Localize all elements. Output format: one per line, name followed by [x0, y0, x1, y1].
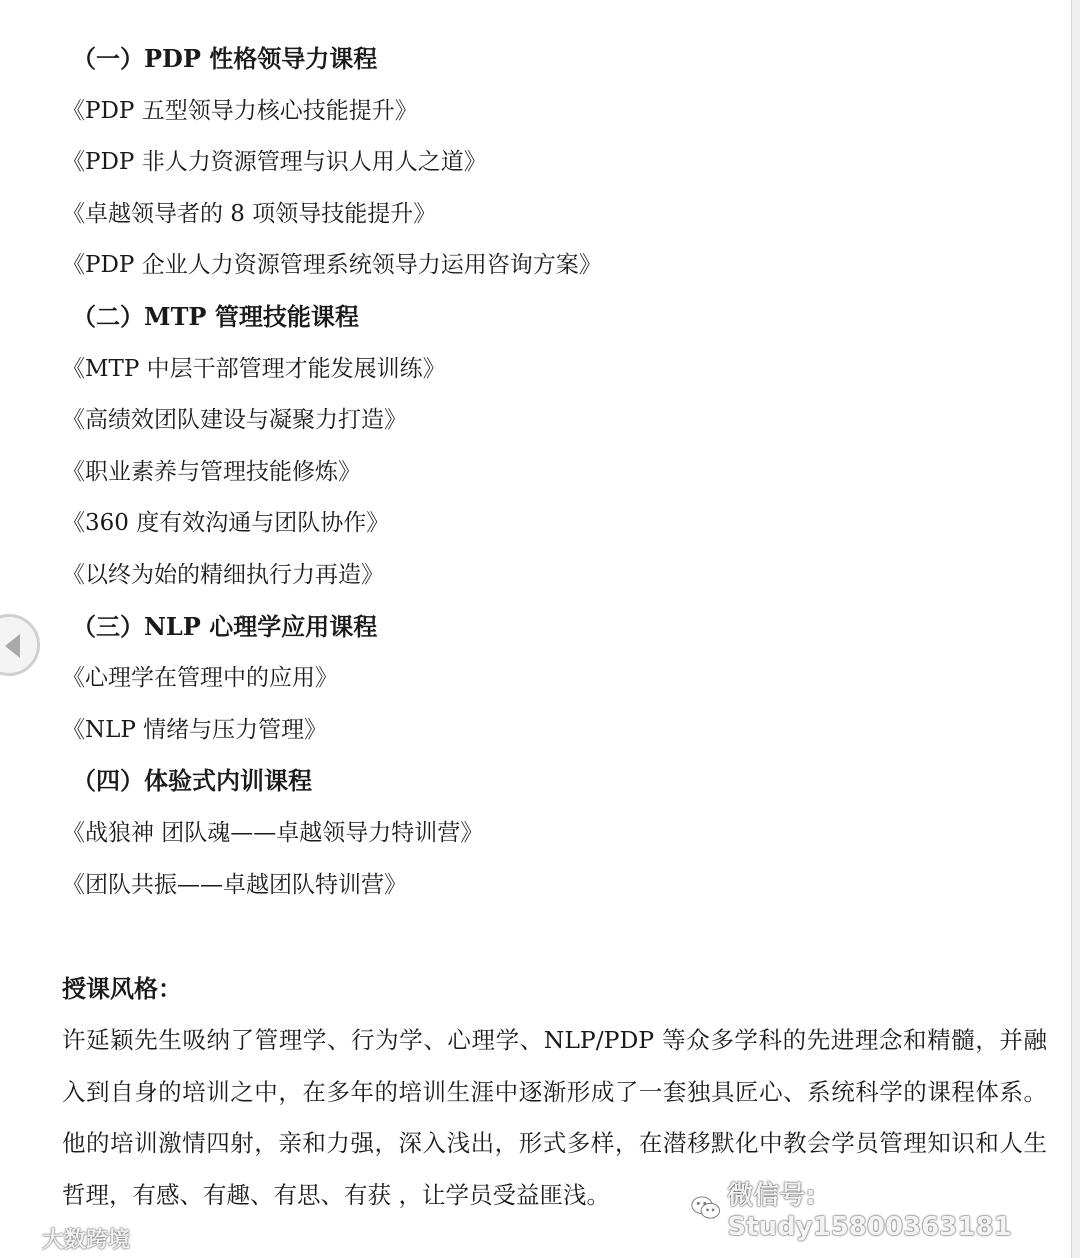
- course-item: 《360 度有效沟通与团队协作》: [62, 510, 390, 537]
- course-item: 《PDP 五型领导力核心技能提升》: [62, 97, 418, 124]
- course-item: 《以终为始的精细执行力再造》: [62, 561, 384, 588]
- section-spacer: [62, 913, 1052, 963]
- section-heading: （三）NLP 心理学应用课程: [72, 611, 378, 641]
- watermark-left-text: 大数跨境: [42, 1227, 131, 1253]
- scroll-edge: [1071, 0, 1080, 1258]
- chevron-left-icon: [5, 634, 20, 658]
- course-section-pdp: [62, 36, 1052, 294]
- course-item: 《职业素养与管理技能修炼》: [62, 458, 361, 485]
- course-item: 《MTP 中层干部管理才能发展训练》: [62, 355, 446, 382]
- watermark-right: [690, 1180, 1080, 1242]
- course-item: 《团队共振——卓越团队特训营》: [62, 871, 407, 898]
- course-item: 《战狼神 团队魂——卓越领导力特训营》: [62, 819, 484, 846]
- teaching-style-heading: 授课风格：: [62, 974, 182, 1004]
- course-item: 《PDP 非人力资源管理与识人用人之道》: [62, 149, 487, 176]
- section-heading: （四）体验式内训课程: [72, 766, 312, 796]
- course-item: 《PDP 企业人力资源管理系统领导力运用咨询方案》: [62, 252, 602, 279]
- course-item: 《心理学在管理中的应用》: [62, 665, 338, 692]
- course-section-mtp: [62, 294, 1052, 604]
- course-item: 《NLP 情绪与压力管理》: [62, 716, 328, 743]
- wechat-icon: [690, 1193, 721, 1223]
- course-item: 《卓越领导者的 8 项领导技能提升》: [62, 200, 437, 227]
- course-section-nlp: [62, 604, 1052, 759]
- section-heading: （二）MTP 管理技能课程: [72, 301, 359, 331]
- watermark-left: [6, 1223, 130, 1253]
- course-section-experiential: [62, 758, 1052, 913]
- watermark-right-text: 微信号: Study15800363181: [727, 1180, 1012, 1242]
- section-heading: （一）PDP 性格领导力课程: [72, 44, 378, 73]
- previous-page-button[interactable]: [0, 614, 40, 676]
- document-content: [62, 36, 1052, 1221]
- brand-logo-icon: [6, 1227, 34, 1249]
- course-item: 《高绩效团队建设与凝聚力打造》: [62, 407, 407, 434]
- teaching-style-paragraph: 许延颖先生吸纳了管理学、行为学、心理学、NLP/PDP 等众多学科的先进理念和精髓，并融入到自身的培训之中，在多年的培训生涯中逐渐形成了一套独具匠心、系统科学的课程体系。他的培训激情四射，亲和力强，深入浅出，形式多样，在潜移默化中教会学员管理知识和人生哲理，有感、有趣、有思、有获 ，让学员受益匪浅。: [62, 1026, 1047, 1209]
